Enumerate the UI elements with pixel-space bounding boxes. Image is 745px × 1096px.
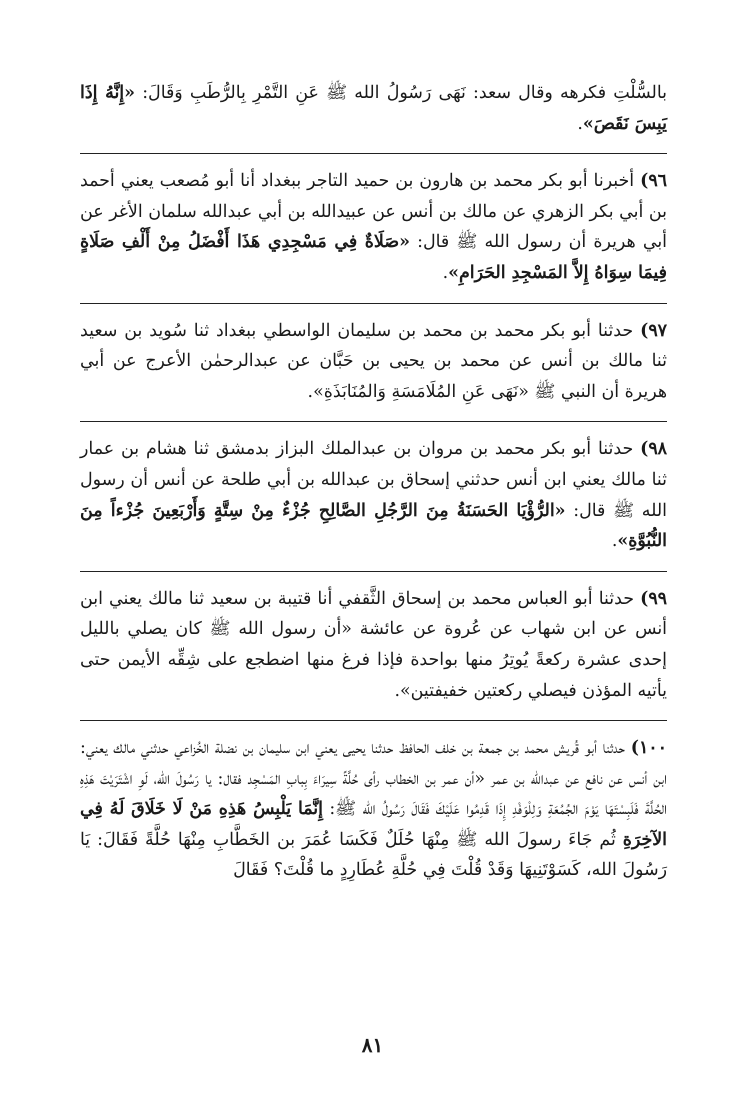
separator-rule [80, 571, 667, 572]
hadith-99 [80, 584, 667, 706]
hadith-quote: «الرُّؤْيَا الحَسَنَةُ مِنَ الرَّجُلِ الصَّالِحِ جُزْءٌ مِنْ سِتَّةٍ وَأَرْبَعِينَ جُزْءاً مِنَ النُّبُوَّةِ» [80, 500, 667, 552]
paragraph-text: حدثنا أبو العباس محمد بن إسحاق الثَّقفي أنا قتيبة بن سعيد ثنا مالك يعني ابن أنس عن ابن شهاب عن عُروة عن عائشة «أن رسول الله ﷺ كان يصلي بالليل إحدى عشرة ركعةً يُوتِرُ منها بواحدة فإذا فرغ منها اضطجع على شِقِّه الأيمن حتى يأتيه المؤذن فيصلي ركعتين خفيفتين». [80, 588, 667, 701]
hadith-number: ٩٨) [640, 439, 667, 460]
hadith-number: ١٠٠) [630, 738, 667, 759]
hadith-quote: «صَلَاةٌ فِي مَسْجِدِي هَذَا أَفْضَلُ مِنْ أَلْفِ صَلَاةٍ فِيمَا سِوَاهُ إِلاَّ المَسْجِدِ الحَرَامِ» [80, 232, 667, 283]
paragraph-text: حدثنا أبو بكر محمد بن محمد بن سليمان الواسطي ببغداد ثنا سُويد بن سعيد ثنا مالك بن أنس عن محمد بن يحيى بن حَبَّان عن عبدالرحمٰن الأعرج عن أبي هريرة أن النبي ﷺ «نَهَى عَنِ المُلَامَسَةِ وَالمُنَابَذَةِ». [80, 320, 667, 402]
separator-rule [80, 153, 667, 154]
paragraph-tail: . [577, 113, 583, 134]
separator-rule [80, 720, 667, 721]
paragraph-tail: . [442, 262, 449, 283]
paragraph-text: بالسُّلْتِ فكرهه وقال سعد: نَهَى رَسُولُ الله ﷺ عَنِ التَّمْرِ بِالرُّطَبِ وَقَالَ: [135, 83, 667, 103]
paragraph-tail: ثُم جَاءَ رسولَ الله ﷺ مِنْهَا حُلَلٌ فَكَسَا عُمَرَ بن الخَطَّابِ مِنْهَا حُلَّةً فَقَالَ: يَا رَسُولَ الله، كَسَوْتَنِيهَا وَقَدْ قُلْتَ فِي حُلَّةِ عُطَارِدٍ ما قُلْتَ؟ فَقَالَ [80, 829, 667, 881]
paragraph-tail: . [611, 531, 618, 552]
paragraph-text: أخبرنا أبو بكر محمد بن هارون بن حميد التاجر ببغداد أنا أبو مُصعب يعني أحمد بن أبي بكر الزهري عن مالك بن أنس عن عبيدالله بن أبي عبدالله سلمان الأغر عن أبي هريرة أن رسول الله ﷺ قال: [80, 171, 667, 253]
hadith-quote: إِنَّمَا يَلْبِسُ هَذِهِ مَنْ لَا خَلَاقَ لَهُ فِي الآخِرَةِ [80, 799, 667, 850]
separator-rule [80, 421, 667, 422]
hadith-98 [80, 434, 667, 556]
paragraph-continuation [80, 78, 667, 139]
hadith-number: ٩٧) [640, 320, 667, 341]
hadith-number: ٩٦) [640, 171, 667, 192]
paragraph-text: حدثنا أبو بكر محمد بن مروان بن عبدالملك البزاز بدمشق ثنا هشام بن عمار ثنا مالك يعني ابن أنس حدثني إسحاق بن عبدالله بن أبي طلحة عن أنس أن رسول الله ﷺ قال: [80, 439, 667, 521]
hadith-100 [80, 733, 667, 886]
hadith-number: ٩٩) [640, 588, 667, 609]
page-number: ٨١ [361, 1033, 384, 1057]
hadith-quote: «إِنَّهُ إِذَا يَبِسَ نَقَصَ» [80, 83, 667, 134]
hadith-97 [80, 316, 667, 408]
paragraph-text: حدثنا أبو قُريش محمد بن جمعة بن خلف الحافظ حدثنا يحيى يعني ابن سليمان بن نضلة الخُزاعي حدثني مالك يعني: ابن أنس عن نافع عن عبدالله بن عمر «أن عمر بن الخطاب رأى حُلَّةً سِيرَاءَ بِبابِ المَسْجِد فقال: يا رَسُولَ الله، لَوِ اشْتَرَيْتَ هَذِهِ الحُلَّةَ فَلَبِسْتَهَا يَوْمَ الجُمُعَةِ وَلِلْوَفْدِ إِذَا قَدِمُوا عَلَيْكَ فَقَالَ رَسُولُ الله ﷺ: [80, 738, 667, 820]
hadith-96 [80, 166, 667, 288]
separator-rule [80, 303, 667, 304]
